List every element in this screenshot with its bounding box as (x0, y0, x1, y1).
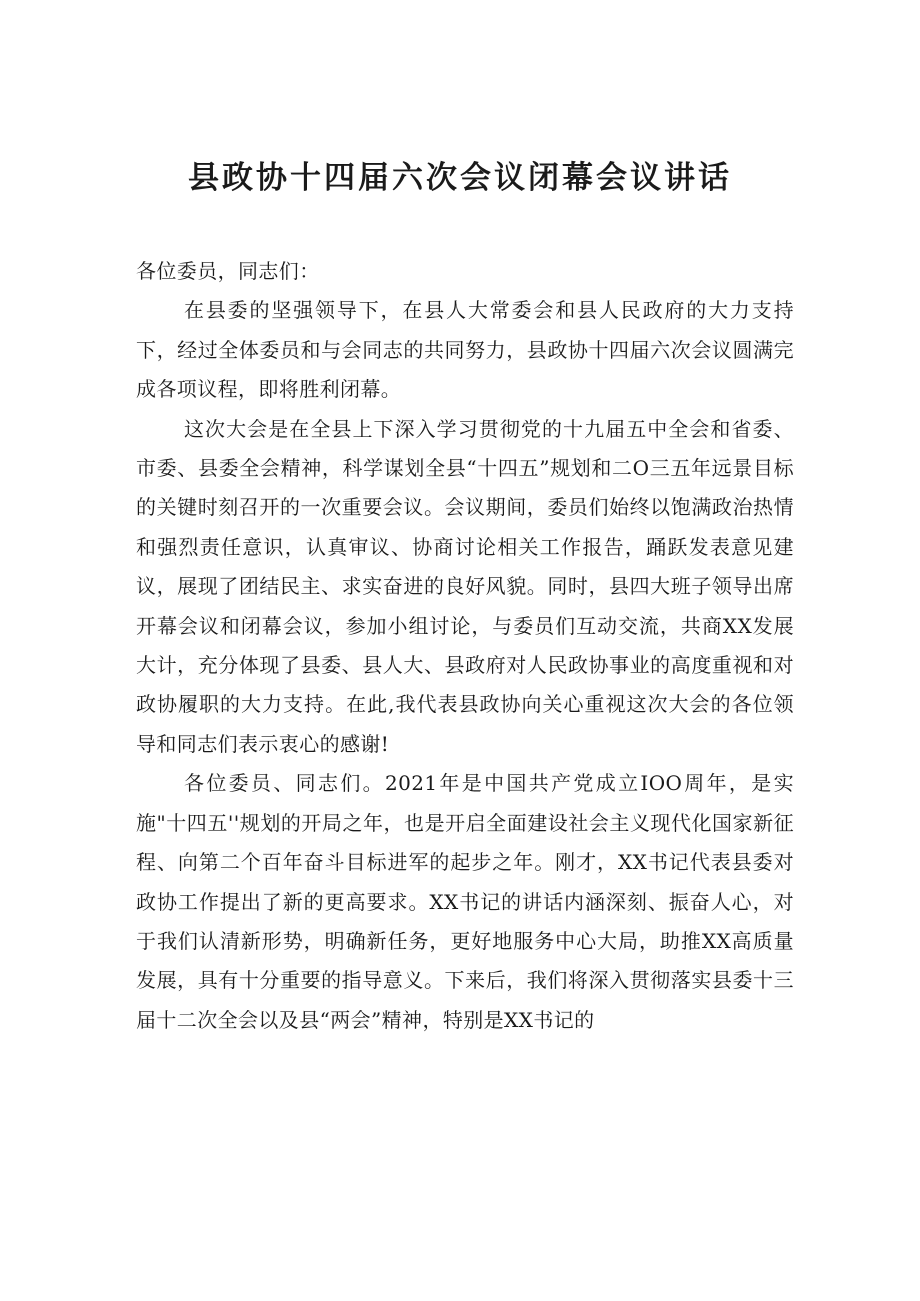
paragraph-2: 这次大会是在全县上下深入学习贯彻党的十九届五中全会和省委、市委、县委全会精神，科学谋划全县“十四五”规划和二O三五年远景目标的关键时刻召开的一次重要会议。会议期间，委员们始终以饱满政治热情和强烈责任意识，认真审议、协商讨论相关工作报告，踊跃发表意见建议，展现了团结民主、求实奋进的良好风貌。同时，县四大班子领导出席开幕会议和闭幕会议，参加小组讨论，与委员们互动交流，共商XX发展大计，充分体现了县委、县人大、县政府对人民政协事业的高度重视和对政协履职的大力支持。在此,我代表县政协向关心重视这次大会的各位领导和同志们表示衷心的感谢! (136, 416, 794, 756)
document-body (136, 252, 794, 1040)
document-title: 县政协十四届六次会议闭幕会议讲话 (188, 160, 732, 196)
salutation: 各位委员，同志们： (136, 259, 320, 283)
paragraph-3: 各位委员、同志们。2021年是中国共产党成立IOO周年，是实施"十四五''规划的开局之年，也是开启全面建设社会主义现代化国家新征程、向第二个百年奋斗目标进军的起步之年。刚才，XX书记代表县委对政协工作提出了新的更高要求。XX书记的讲话内涵深刻、振奋人心，对于我们认清新形势，明确新任务，更好地服务中心大局，助推XX高质量发展，具有十分重要的指导意义。下来后，我们将深入贯彻落实县委十三届十二次全会以及县“两会”精神，特别是XX书记的 (136, 771, 794, 1032)
paragraph-1: 在县委的坚强领导下，在县人大常委会和县人民政府的大力支持下，经过全体委员和与会同志的共同努力，县政协十四届六次会议圆满完成各项议程，即将胜利闭幕。 (136, 298, 794, 402)
